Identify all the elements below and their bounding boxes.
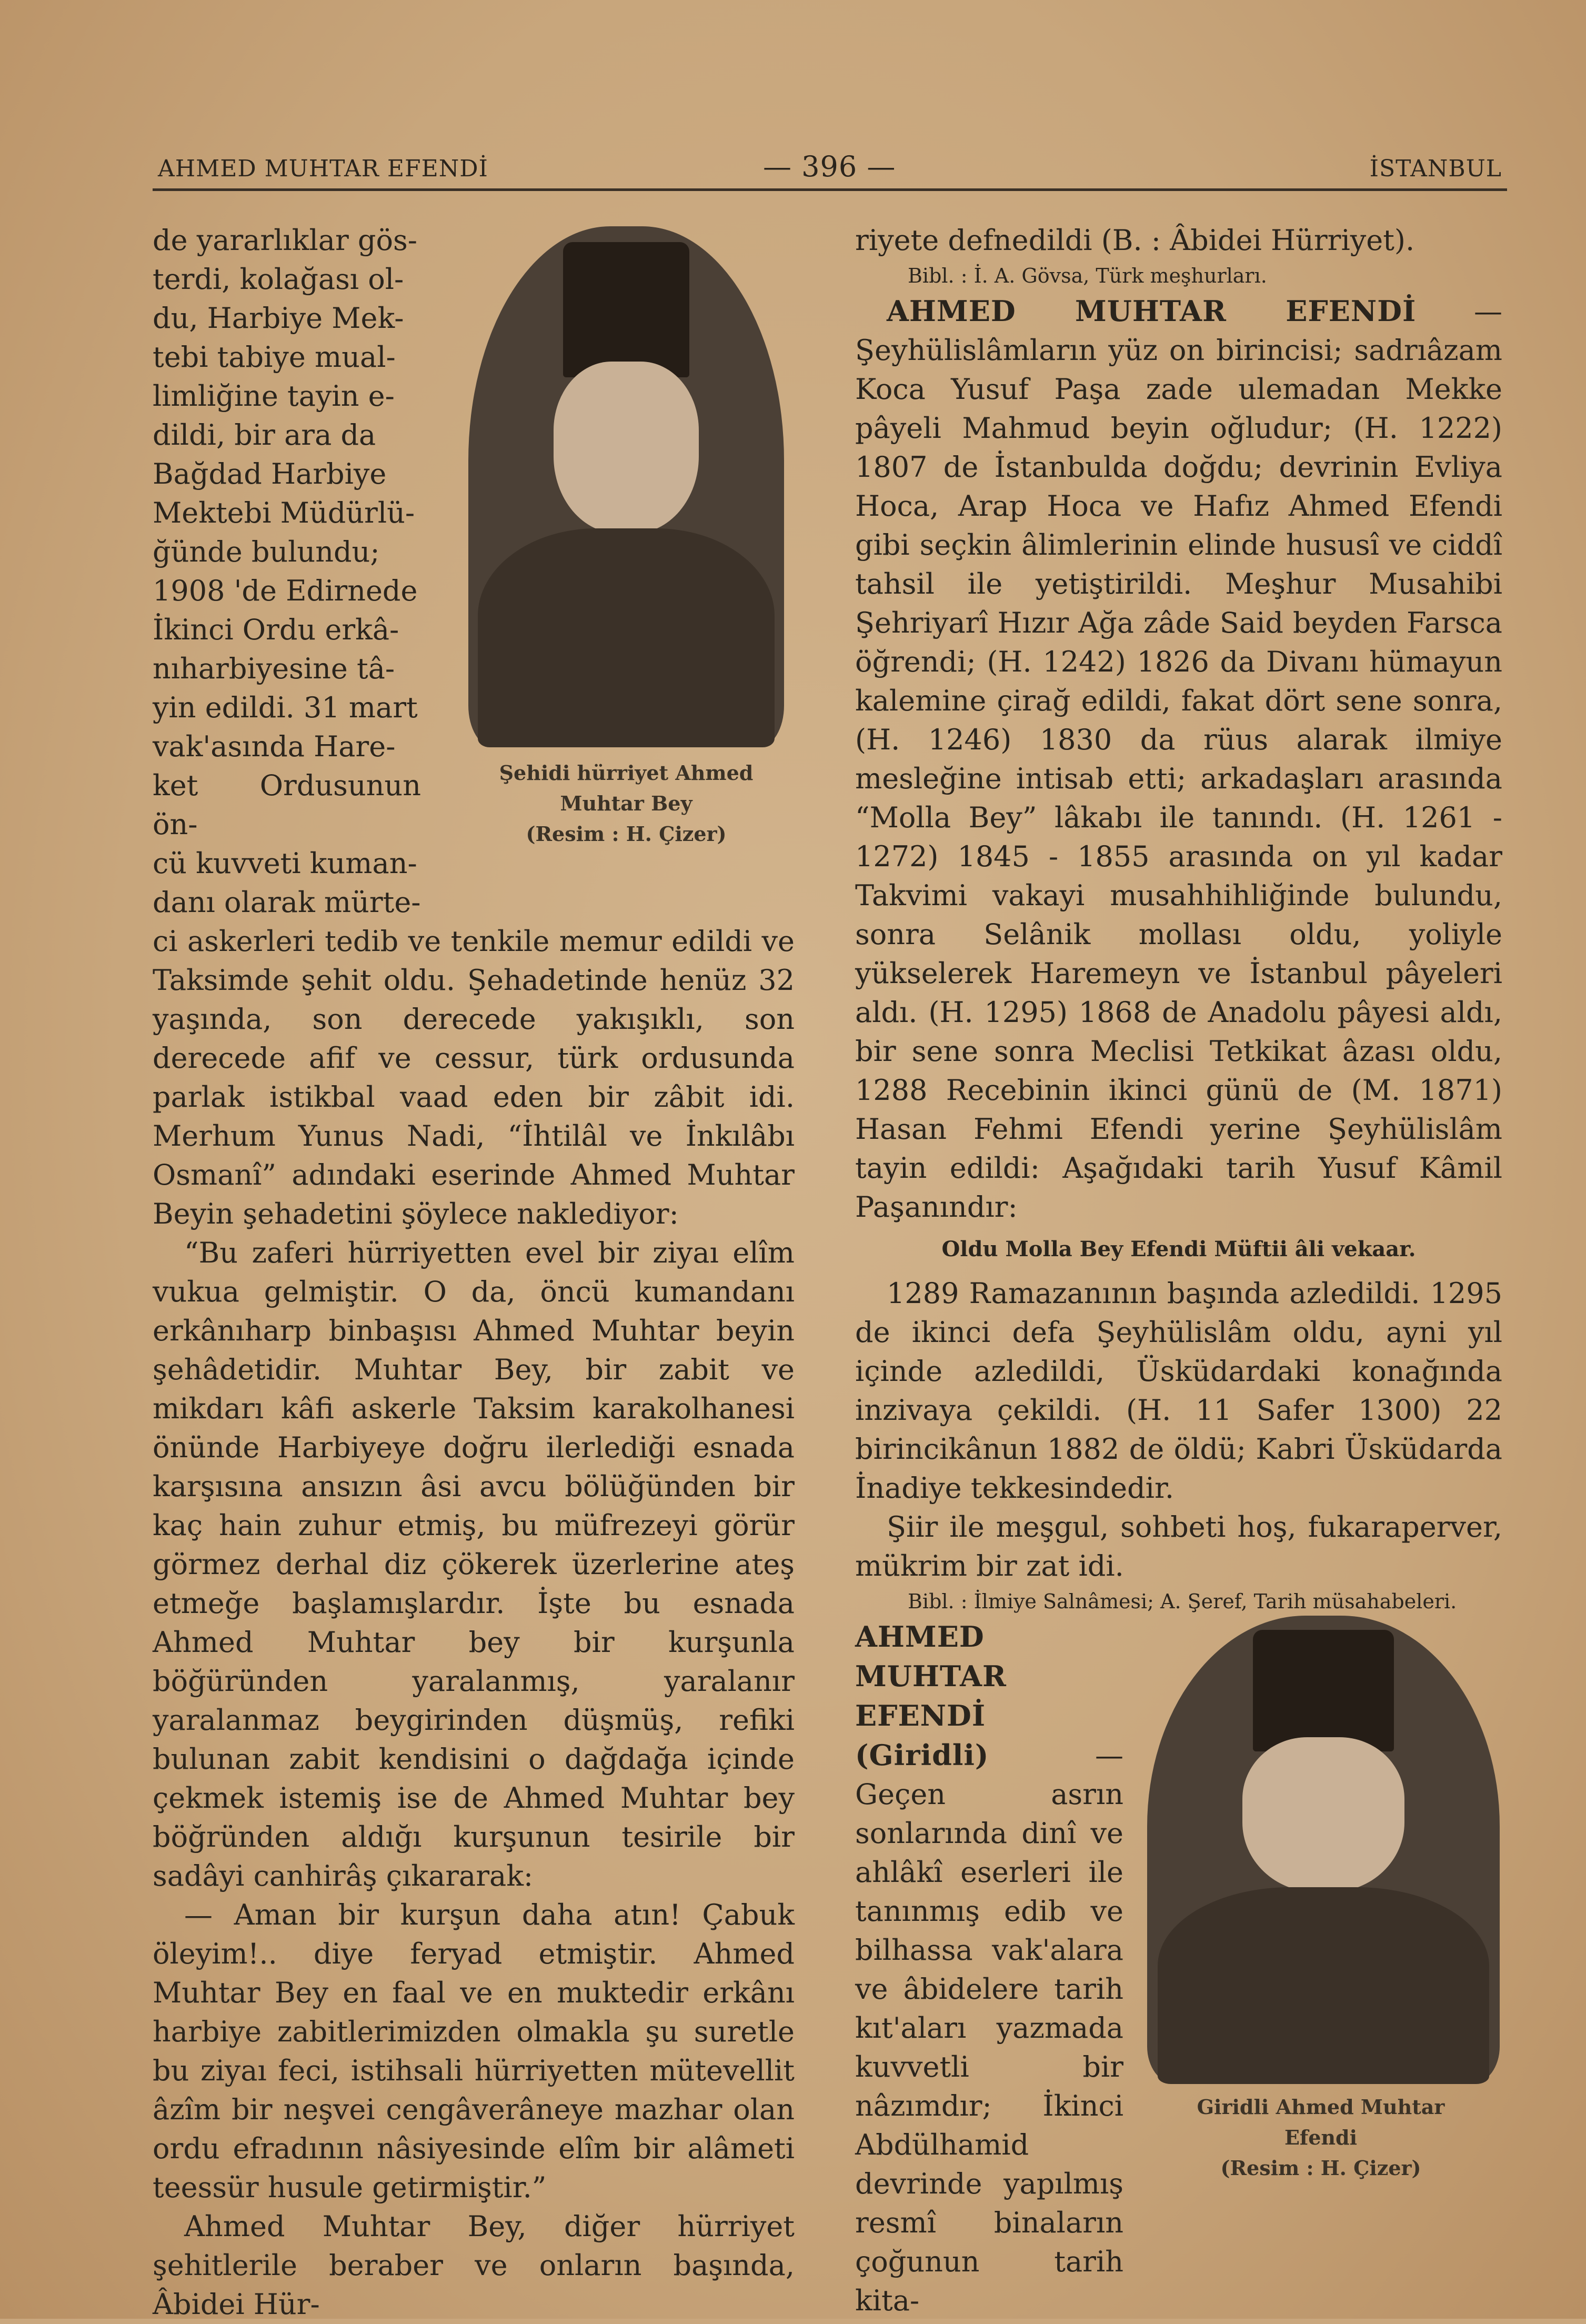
running-head xyxy=(158,150,1502,187)
wrap-line: vak'asında Hare- xyxy=(153,730,396,763)
wrap-line: yin edildi. 31 mart xyxy=(153,691,418,724)
paragraph: Şiir ile meşgul, sohbeti hoş, fukaraperver, mükrim bir zat idi. xyxy=(855,1510,1502,1582)
wrap-line: danı olarak mürte- xyxy=(153,886,421,919)
uniform-shape xyxy=(478,528,775,747)
wrap-line: 1908 'de Edirnede xyxy=(153,574,418,607)
caption-line: Giridli Ahmed Muhtar xyxy=(1197,2095,1445,2119)
wrap-line: dildi, bir ara da xyxy=(153,418,376,452)
wrap-line: limliğine tayin e- xyxy=(153,379,395,413)
wrap-line: nıharbiyesine tâ- xyxy=(153,652,395,685)
caption-line: Şehidi hürriyet Ahmed xyxy=(499,761,754,785)
portrait-giridli-ahmed-muhtar xyxy=(1147,1616,1500,2084)
page-number: — 396 — xyxy=(763,150,896,183)
quote-paragraph: “Bu zaferi hürriyetten evel bir ziyaı elîm vukua gelmiştir. O da, öncü kumandanı erkânıharp binbaşısı Ahmed Muhtar beyin şehâdetidir. Muhtar Bey, bir zabit ve mikdarı kâfi askerle Taksim karakolhanesi önünde Harbiyeye doğru ilerlediği esnada karşısına ansızın âsi avcu bölüğünden bir kaç hain zuhur etmiş, bu müfrezeyi görür görmez derhal diz çökerek üzerlerine ateş etmeğe başlamışlardır. İşte bu esnada Ahmed Muhtar bey bir kurşunla böğüründen yaralanmış, yaralanır yaralanmaz beygirinden düşmüş, refiki bulunan zabit kendisini o dağdağa içinde çekmek istemiş ise de Ahmed Muhtar bey böğründen aldığı kurşunun tesirile bir sadâyi canhirâş çıkararak: xyxy=(153,1236,795,1892)
wrap-line: cü kuvveti kuman- xyxy=(153,847,417,880)
wrap-line: ket Ordusunun ön- xyxy=(153,769,421,841)
wrapped-entry xyxy=(855,1617,1123,2320)
portrait-ahmed-muhtar-bey xyxy=(468,226,784,747)
paragraph: riyete defnedildi (B. : Âbidei Hürriyet). xyxy=(855,224,1415,257)
wrap-line: Bağdad Harbiye xyxy=(153,457,387,490)
wrap-line: du, Harbiye Mek- xyxy=(153,302,404,335)
running-head-right: İSTANBUL xyxy=(1369,155,1502,182)
wrap-line: tebi tabiye mual- xyxy=(153,340,396,374)
wrap-line: Mektebi Müdürlü- xyxy=(153,496,415,529)
robe-shape xyxy=(1158,1887,1489,2084)
paragraph: Ahmed Muhtar Bey, diğer hürriyet şehitlerile beraber ve onların başında, Âbidei Hür- xyxy=(153,2210,795,2321)
wrap-line: ğünde bulundu; xyxy=(153,535,380,568)
bibliography: Bibl. : İlmiye Salnâmesi; A. Şeref, Tarih müsahabeleri. xyxy=(908,1590,1457,1613)
paragraph: ci askerleri tedib ve tenkile memur edildi ve Taksimde şehit oldu. Şehadetinde henüz 32 yaşında, son derecede yakışıklı, son derecede afif ve cessur, türk ordusunda parlak istikbal vaad eden bir zâbit idi. Merhum Yunus Nadi, “İhtilâl ve İnkılâbı Osmanî” adındaki eserinde Ahmed Muhtar Beyin şehadetini şöylece naklediyor: xyxy=(153,925,795,1230)
caption-line: Efendi xyxy=(1284,2126,1358,2149)
caption-line: (Resim : H. Çizer) xyxy=(526,822,727,846)
bibliography: Bibl. : İ. A. Gövsa, Türk meşhurları. xyxy=(908,264,1267,287)
caption-line: (Resim : H. Çizer) xyxy=(1220,2156,1421,2180)
chronogram-line: Oldu Molla Bey Efendi Müftii âli vekaar. xyxy=(941,1237,1416,1261)
wrapped-text-block xyxy=(153,221,421,922)
entry-headword: AHMED MUHTAR EFENDİ xyxy=(887,294,1417,328)
caption-line: Muhtar Bey xyxy=(560,792,692,815)
entry-text: — Geçen asrın sonlarında dinî ve ahlâkî eserleri ile tanınmış edib ve bilhassa vak'alara ve âbidelere tarih kıt'aları yazmada kuvvetli bir nâzımdır; İkinci Abdülhamid devrinde yapılmış resmî binaların çoğunun tarih kita- xyxy=(855,1739,1123,2317)
running-head-left: AHMED MUHTAR EFENDİ xyxy=(158,155,488,182)
fez-shape xyxy=(1253,1630,1394,1751)
header-rule xyxy=(153,188,1507,191)
portrait-caption xyxy=(1137,2092,1505,2183)
wrap-line: de yararlıklar gös- xyxy=(153,224,417,257)
paragraph: 1289 Ramazanının başında azledildi. 1295 de ikinci defa Şeyhülislâm oldu, ayni yıl içinde azledildi, Üsküdardaki konağında inzivaya çekildi. (H. 11 Safer 1300) 22 birincikânun 1882 de öldü; Kabri Üsküdarda İnadiye tekkesindedir. xyxy=(855,1277,1502,1505)
wrap-line: İkinci Ordu erkâ- xyxy=(153,613,399,646)
wrap-line: terdi, kolağası ol- xyxy=(153,263,404,296)
entry-headword: AHMED MUHTAR EFENDİ (Giridli) xyxy=(855,1620,1007,1772)
portrait-caption xyxy=(463,758,789,849)
face-shape xyxy=(554,362,699,534)
fez-shape xyxy=(563,242,689,377)
entry-text: — Şeyhülislâmların yüz on birincisi; sadrıâzam Koca Yusuf Paşa zade ulemadan Mekke pâyeli Mahmud beyin oğludur; (H. 1222) 1807 de İstanbulda doğdu; devrinin Evliya Hoca, Arap Hoca ve Hafız Ahmed Efendi gibi seçkin âlimlerinin elinde hususî ve ciddî tahsil ile yetiştirildi. Meşhur Musahibi Şehriyarî Hızır Ağa zâde Said beyden Farsca öğrendi; (H. 1242) 1826 da Divanı hümayun kalemine çirağ edildi, fakat dört sene sonra, (H. 1246) 1830 da rüus alarak ilmiye mesleğine intisab etti; arkadaşları arasında “Molla Bey” lâkabı ile tanındı. (H. 1261 - 1272) 1845 - 1855 arasında on yıl kadar Takvimi vakayi musahhihliğinde bulundu, sonra Selânik mollası oldu, yoliyle yükselerek Haremeyn ve İstanbul pâyeleri aldı. (H. 1295) 1868 de Anadolu pâyesi aldı, bir sene sonra Meclisi Tetkikat âzası oldu, 1288 Recebinin ikinci günü de (M. 1871) Hasan Fehmi Efendi yerine Şeyhülislâm tayin edildi: Aşağıdaki tarih Yusuf Kâmil Paşanındır: xyxy=(855,295,1502,1224)
quote-paragraph: — Aman bir kurşun daha atın! Çabuk öleyim!.. diye feryad etmiştir. Ahmed Muhtar Bey en faal ve en muktedir erkânı harbiye zabitlerimizden olmakla şu suretle bu ziyaı feci, istihsali hürriyetten mütevellit âzîm bir neşvei cengâverâneye mazhar olan ordu efradının nâsiyesinde elîm bir alâmeti teessür husule getirmiştir.” xyxy=(153,1898,795,2204)
face-shape xyxy=(1242,1737,1404,1892)
entry-paragraph xyxy=(855,292,1502,1227)
